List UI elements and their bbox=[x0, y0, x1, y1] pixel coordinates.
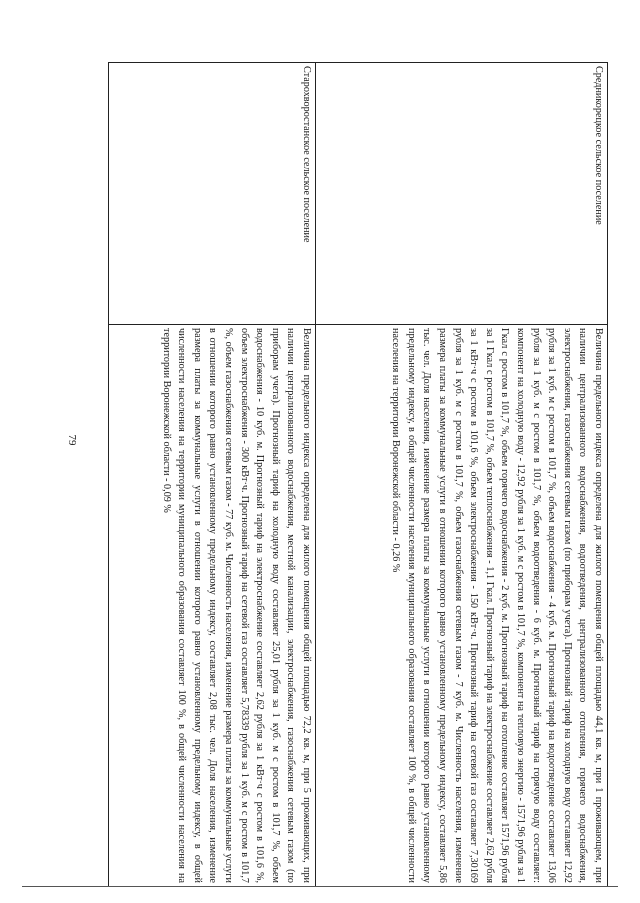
page-edge-line bbox=[22, 886, 618, 887]
index-description-cell: Величина предельного индекса определена для жилого помещения общей площадью 44,1 кв. м, при 1 проживающем, при наличии централизованного водоснабжения, водоотведения, централизованного отопления, горячего водоснабжения, электроснабжения, газоснабжения сетевым газом (по приборам учета). Прогнозный тариф на холодную воду составляет 12,92 рубля за 1 куб. м с ростом в 101,7 %, объем водоснабжения - 4 куб. м. Прогнозный тариф на водоотведение составляет 13,06 рубля за 1 куб. м с ростом в 101,7 %, объем водоотведения - 6 куб. м. Прогнозный тариф на горячую воду составляет: компонент на холодную воду - 12,92 рубля за 1 куб. м с ростом в 101,7 %, компонент на тепловую энергию - 1571,96 рубля за 1 Гкал с ростом в 101,7 %, объем горячего водоснабжения - 2 куб. м. Прогнозный тариф на отопление составляет 1571,96 рубля за 1 Гкал с ростом в 101,7 %, объем теплоснабжения - 1,1 Гкал. Прогнозный тариф на электроснабжение составляет 2,62 рубля за 1 кВт·ч с ростом в 101,6 %, объем электроснабжения - 150 кВт·ч. Прогнозный тариф на сетевой газ составляет 7,30169 рубля за 1 куб. м с ростом в 101,7 %, объем газоснабжения сетевым газом - 7 куб. м. Численность населения, изменение размера платы за коммунальные услуги в отношении которого равно установленному предельному индексу, составляет 5,86 тыс. чел. Доля населения, изменение размера платы за коммунальные услуги в отношении которого равно установленному предельному индексу, в общей численности населения муниципального образования составляет 100 %, в общей численности населения на территории Воронежской области - 0,26 % bbox=[316, 325, 608, 887]
rotated-page-content bbox=[108, 62, 608, 883]
tariff-index-table bbox=[108, 62, 608, 887]
table-row bbox=[109, 63, 316, 887]
settlement-name-cell: Старохворостанское сельское поселение bbox=[109, 63, 316, 325]
settlement-name-cell: Средникорецкое сельское поселение bbox=[316, 63, 608, 325]
page-number: 79 bbox=[66, 434, 78, 446]
table-row bbox=[316, 63, 608, 887]
index-description-cell: Величина предельного индекса определена для жилого помещения общей площадью 72,2 кв. м, при 5 проживающих, при наличии централизованного водоснабжения, местной канализации, электроснабжения, газоснабжения сетевым газом (по приборам учета). Прогнозный тариф на холодную воду составляет 25,01 рубля за 1 куб. м с ростом в 101,7 %, объем водоснабжения - 10 куб. м. Прогнозный тариф на электроснабжение составляет 2,62 рубля за 1 кВт·ч с ростом в 101,6 %, объем электроснабжения - 300 кВт·ч. Прогнозный тариф на сетевой газ составляет 5,78339 рубля за 1 куб. м с ростом в 101,7 %, объем газоснабжения сетевым газом - 77 куб. м. Численность населения, изменение размера платы за коммунальные услуги в отношении которого равно установленному предельному индексу, составляет 2,08 тыс. чел. Доля населения, изменение размера платы за коммунальные услуги в отношении которого равно установленному предельному индексу, в общей численности населения на территории муниципального образования составляет 100 %, в общей численности населения на территории Воронежской области - 0,09 % bbox=[109, 325, 316, 887]
